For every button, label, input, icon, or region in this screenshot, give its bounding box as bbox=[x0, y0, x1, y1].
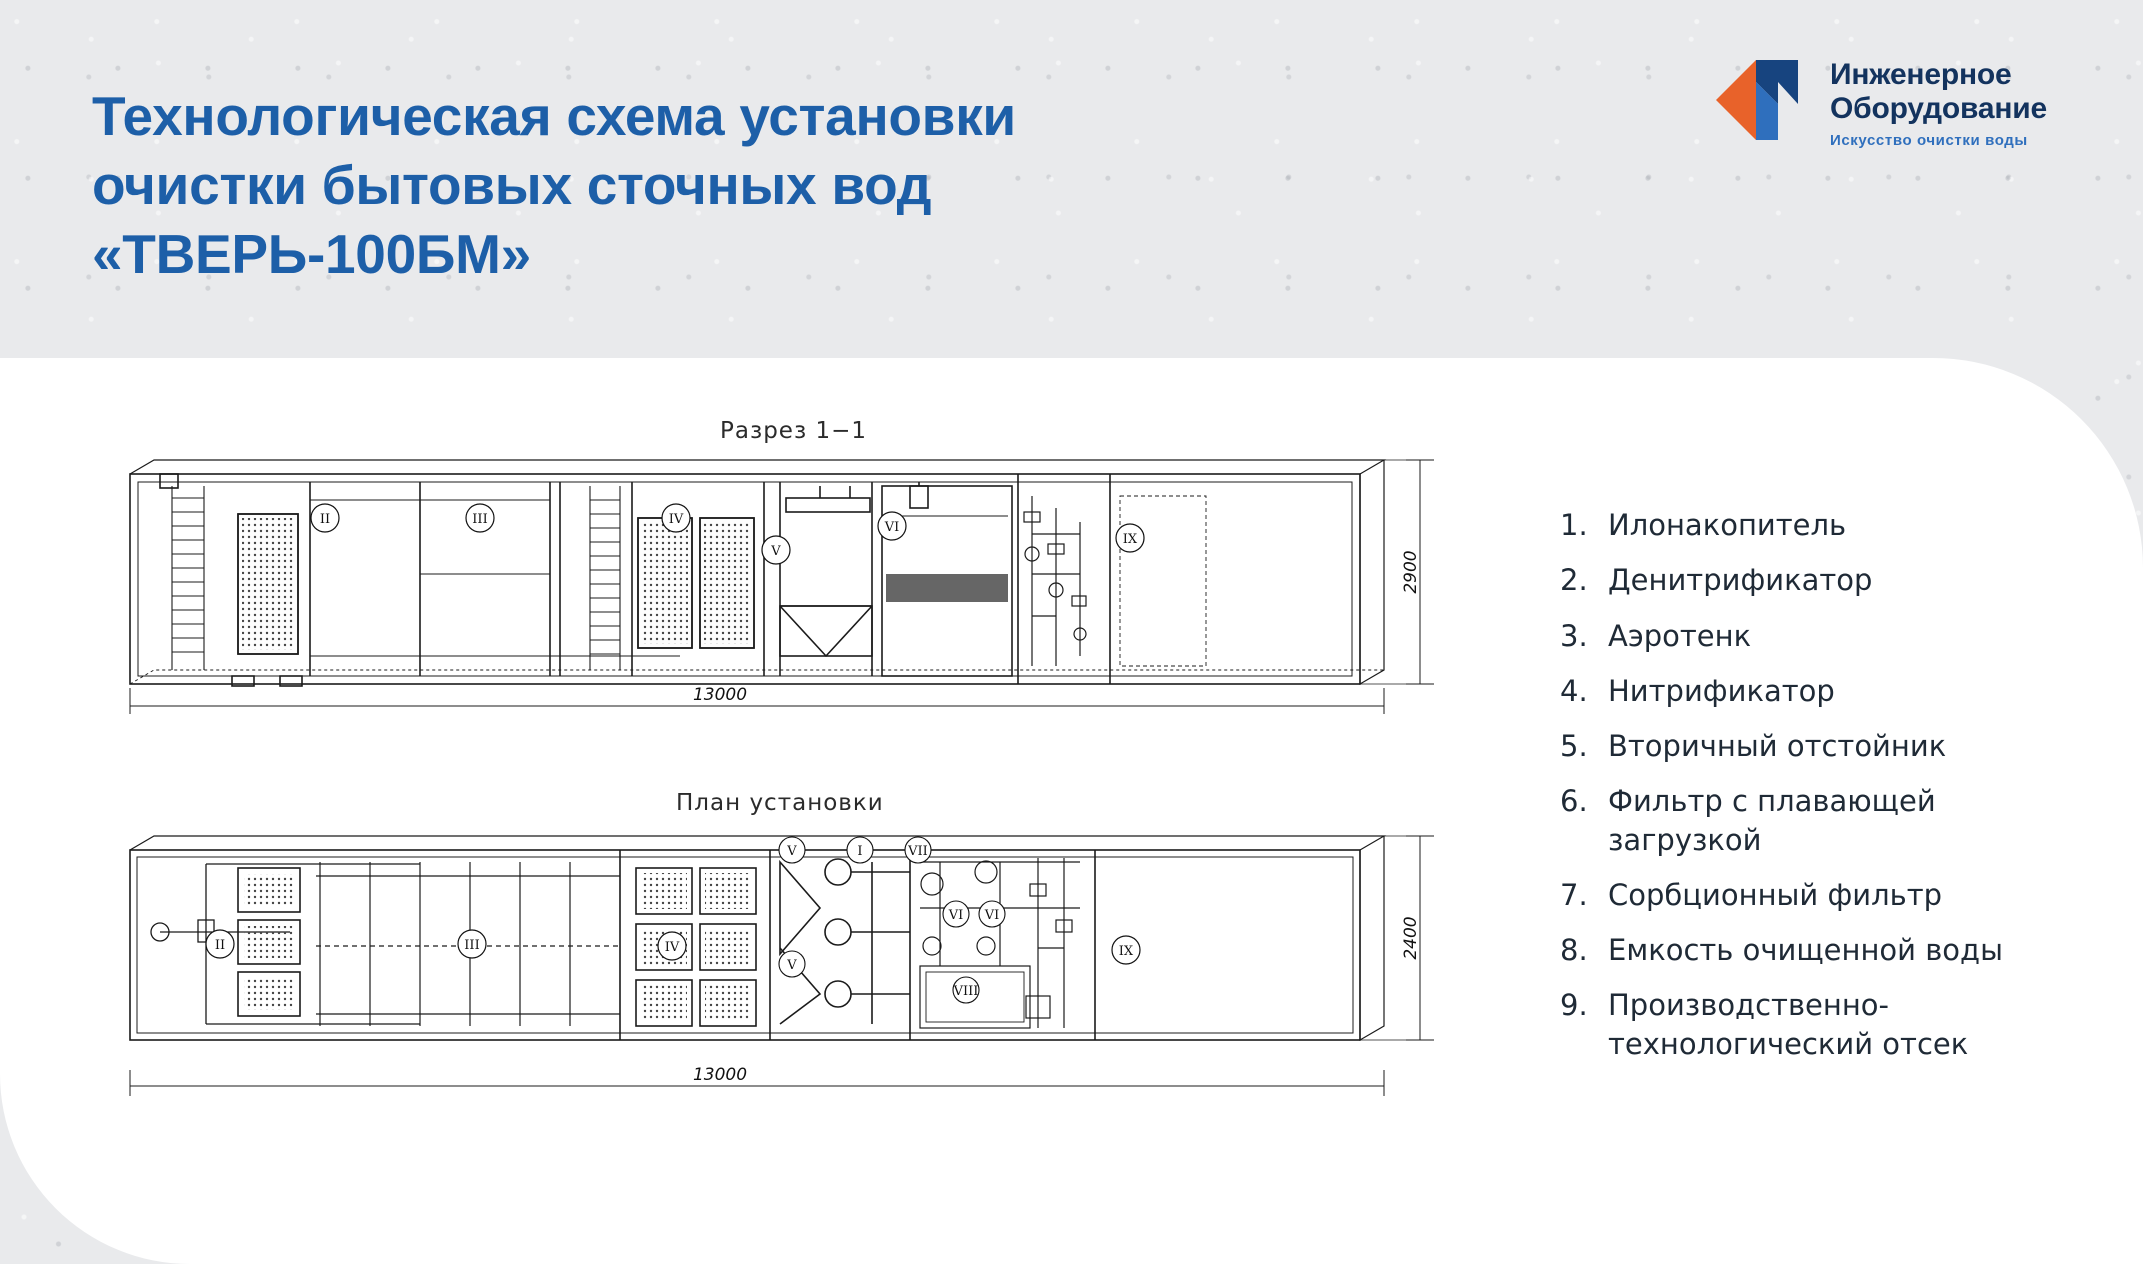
svg-text:VII: VII bbox=[908, 844, 928, 859]
logo-line-2: Оборудование bbox=[1829, 91, 2047, 125]
svg-text:IX: IX bbox=[1118, 944, 1134, 959]
page-title-line-2: очистки бытовых сточных вод bbox=[92, 153, 932, 216]
plan-view-drawing bbox=[120, 828, 1520, 1158]
legend-label: Нитрификатор bbox=[1608, 673, 1835, 708]
plan-length-dimension: 13000 bbox=[692, 1065, 748, 1085]
svg-text:V: V bbox=[787, 958, 797, 973]
logo-line-1: Инженерное bbox=[1829, 58, 2012, 91]
list-item bbox=[1560, 617, 2080, 655]
legend-number: 5. bbox=[1560, 729, 1588, 764]
svg-text:IV: IV bbox=[664, 940, 680, 955]
page-title bbox=[92, 82, 1522, 288]
svg-text:V: V bbox=[771, 544, 781, 559]
svg-text:V: V bbox=[787, 844, 797, 859]
page-title-line-1: Технологическая схема установки bbox=[92, 85, 1016, 147]
svg-text:IX: IX bbox=[1122, 532, 1138, 547]
list-item bbox=[1560, 672, 2080, 710]
svg-text:II: II bbox=[319, 512, 331, 527]
company-logo bbox=[1712, 52, 2047, 149]
plan-width-dimension: 2400 bbox=[1401, 916, 1421, 960]
svg-text:II: II bbox=[214, 938, 226, 953]
legend-number: 2. bbox=[1560, 563, 1588, 598]
list-item bbox=[1560, 727, 2080, 765]
legend-number: 9. bbox=[1560, 988, 1588, 1023]
list-item bbox=[1560, 931, 2080, 969]
legend-label: Илонакопитель bbox=[1608, 508, 1847, 542]
technical-drawing bbox=[120, 418, 1520, 1178]
section-height-dimension: 2900 bbox=[1401, 550, 1421, 594]
legend-label: Аэротенк bbox=[1608, 618, 1752, 653]
equipment-legend bbox=[1560, 506, 2080, 1080]
list-item bbox=[1560, 561, 2080, 599]
legend-number: 6. bbox=[1560, 784, 1588, 819]
list-item bbox=[1560, 986, 2080, 1063]
svg-text:VI: VI bbox=[884, 520, 900, 535]
legend-label: Вторичный отстойник bbox=[1608, 729, 1947, 764]
legend-number: 8. bbox=[1560, 933, 1588, 968]
svg-text:VIII: VIII bbox=[953, 984, 979, 999]
svg-text:III: III bbox=[464, 938, 480, 953]
legend-number: 4. bbox=[1560, 673, 1588, 708]
legend-number: 7. bbox=[1560, 877, 1588, 912]
page-title-line-3: «ТВЕРЬ-100БМ» bbox=[92, 222, 531, 285]
legend-label: Денитрификатор bbox=[1608, 563, 1873, 598]
legend-number: 3. bbox=[1560, 618, 1588, 653]
logo-tagline: Искусство очистки воды bbox=[1829, 132, 2028, 150]
svg-text:VI: VI bbox=[948, 908, 964, 923]
logo-wordmark bbox=[1830, 52, 2047, 149]
svg-text:III: III bbox=[472, 512, 488, 527]
legend-number: 1. bbox=[1560, 508, 1588, 542]
list-item bbox=[1560, 506, 2080, 544]
list-item bbox=[1560, 782, 2080, 859]
legend-label: Сорбционный фильтр bbox=[1608, 877, 1943, 912]
legend-label: Производственно-технологический отсек bbox=[1608, 988, 1969, 1061]
svg-text:VI: VI bbox=[984, 908, 1000, 923]
section-view-caption: Разрез 1−1 bbox=[720, 418, 868, 444]
legend-label: Емкость очищенной воды bbox=[1608, 933, 2003, 968]
list-item bbox=[1560, 876, 2080, 914]
section-length-dimension: 13000 bbox=[692, 685, 748, 705]
logo-mark-icon bbox=[1712, 52, 1816, 148]
svg-text:IV: IV bbox=[668, 512, 684, 527]
svg-text:I: I bbox=[857, 844, 863, 859]
legend-label: Фильтр с плавающей загрузкой bbox=[1608, 784, 1936, 857]
plan-view-caption: План установки bbox=[676, 790, 884, 816]
section-view-drawing bbox=[120, 456, 1520, 786]
